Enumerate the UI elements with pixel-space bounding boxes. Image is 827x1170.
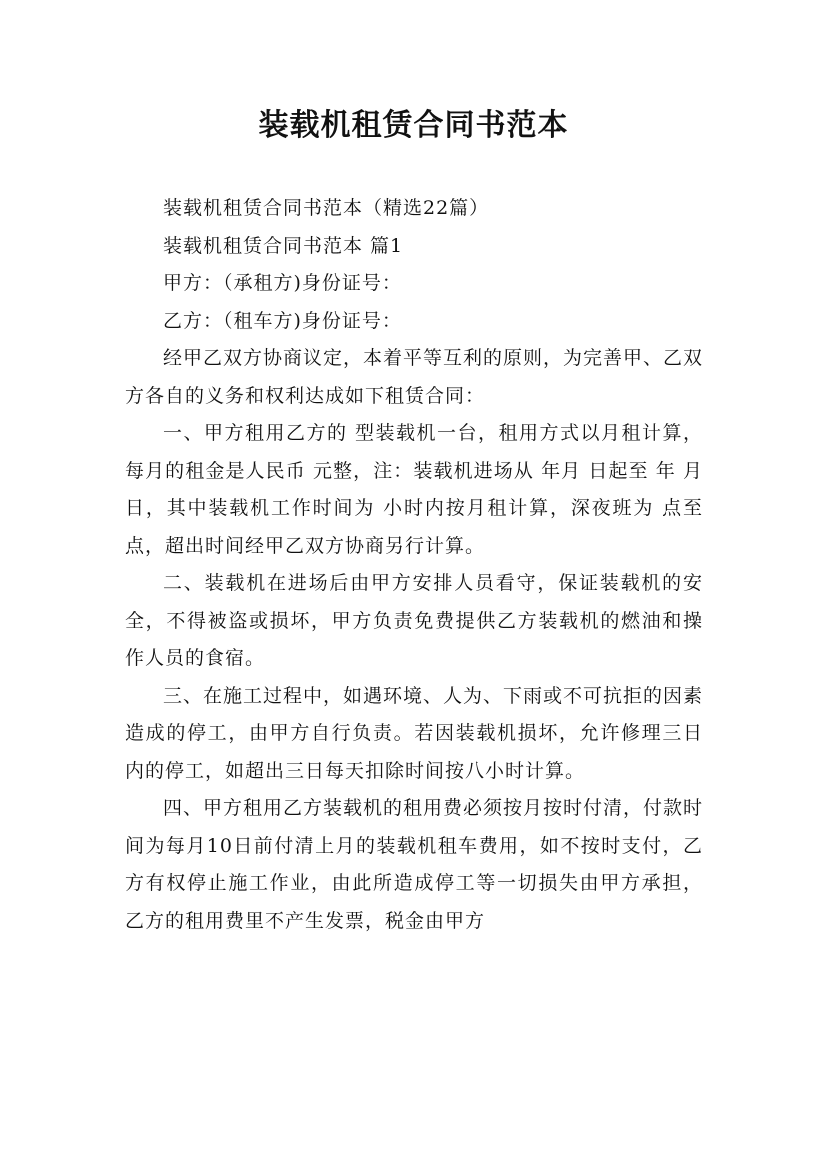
paragraph-preamble: 经甲乙双方协商议定，本着平等互利的原则，为完善甲、乙双方各自的义务和权利达成如下租赁合同： bbox=[125, 347, 704, 407]
document-body bbox=[125, 190, 703, 940]
paragraph-party-a: 甲方：（承租方)身份证号： bbox=[163, 272, 402, 294]
paragraph-subtitle: 装载机租赁合同书范本（精选22篇） bbox=[163, 197, 490, 219]
paragraph-clause-1: 一、甲方租用乙方的 型装载机一台，租用方式以月租计算，每月的租金是人民币 元整，注：装载机进场从 年月 日起至 年 月 日，其中装载机工作时间为 小时内按月租计算，深夜班为 点至 点，超出时间经甲乙双方协商另行计算。 bbox=[125, 422, 703, 557]
paragraph-section-heading: 装载机租赁合同书范本 篇1 bbox=[163, 234, 404, 257]
paragraph-clause-4: 四、甲方租用乙方装载机的租用费必须按月按时付清，付款时间为每月10日前付清上月的装载机租车费用，如不按时支付，乙方有权停止施工作业，由此所造成停工等一切损失由甲方承担，乙方的租用费里不产生发票，税金由甲方 bbox=[125, 797, 704, 932]
paragraph-clause-2: 二、装载机在进场后由甲方安排人员看守，保证装载机的安全，不得被盗或损坏，甲方负责免费提供乙方装载机的燃油和操作人员的食宿。 bbox=[125, 572, 703, 669]
document-title: 装载机租赁合同书范本 bbox=[258, 108, 569, 143]
paragraph-party-b: 乙方：（租车方)身份证号： bbox=[163, 309, 402, 332]
paragraph-clause-3: 三、在施工过程中，如遇环境、人为、下雨或不可抗拒的因素造成的停工，由甲方自行负责。若因装载机损坏，允许修理三日内的停工，如超出三日每天扣除时间按八小时计算。 bbox=[125, 684, 704, 782]
